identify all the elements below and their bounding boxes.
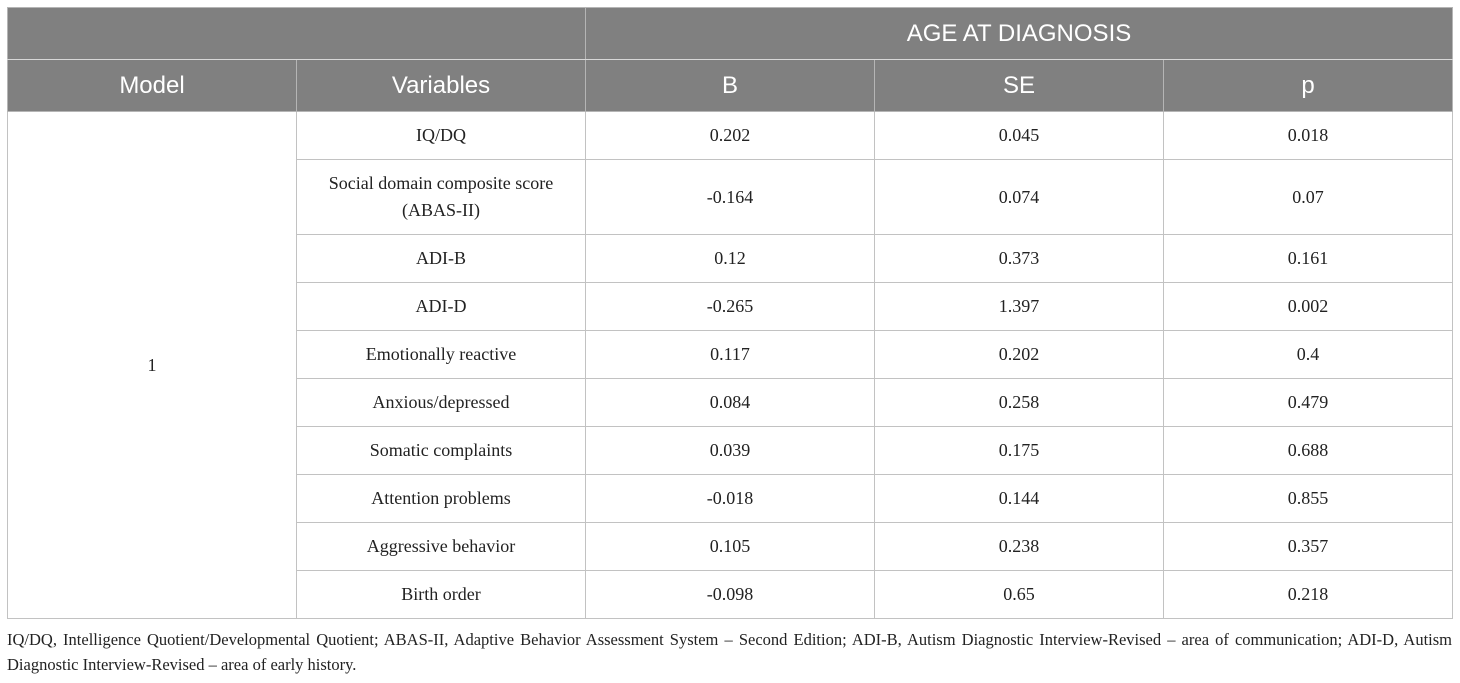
p-cell: 0.161 <box>1164 235 1453 283</box>
se-cell: 0.202 <box>875 331 1164 379</box>
header-row-columns <box>8 60 1453 112</box>
b-cell: 0.12 <box>586 235 875 283</box>
b-cell: 0.202 <box>586 112 875 160</box>
p-cell: 0.002 <box>1164 283 1453 331</box>
se-cell: 0.258 <box>875 379 1164 427</box>
b-cell: -0.265 <box>586 283 875 331</box>
p-cell: 0.018 <box>1164 112 1453 160</box>
b-cell: 0.105 <box>586 523 875 571</box>
b-cell: 0.084 <box>586 379 875 427</box>
variable-cell: Aggressive behavior <box>297 523 586 571</box>
group-header-age-at-diagnosis: AGE AT DIAGNOSIS <box>586 8 1453 60</box>
variable-cell: ADI-B <box>297 235 586 283</box>
column-header-variables: Variables <box>297 60 586 112</box>
regression-table-container <box>7 7 1452 619</box>
p-cell: 0.07 <box>1164 160 1453 235</box>
se-cell: 1.397 <box>875 283 1164 331</box>
variable-cell: Anxious/depressed <box>297 379 586 427</box>
column-header-se: SE <box>875 60 1164 112</box>
b-cell: 0.117 <box>586 331 875 379</box>
se-cell: 0.238 <box>875 523 1164 571</box>
column-header-model: Model <box>8 60 297 112</box>
variable-cell: Emotionally reactive <box>297 331 586 379</box>
p-cell: 0.688 <box>1164 427 1453 475</box>
p-cell: 0.4 <box>1164 331 1453 379</box>
p-cell: 0.357 <box>1164 523 1453 571</box>
b-cell: 0.039 <box>586 427 875 475</box>
variable-cell: ADI-D <box>297 283 586 331</box>
variable-cell: Birth order <box>297 571 586 619</box>
header-row-group <box>8 8 1453 60</box>
column-header-p: p <box>1164 60 1453 112</box>
table-row <box>8 112 1453 160</box>
b-cell: -0.018 <box>586 475 875 523</box>
variable-cell: Somatic complaints <box>297 427 586 475</box>
regression-table <box>7 7 1453 619</box>
se-cell: 0.65 <box>875 571 1164 619</box>
variable-cell: IQ/DQ <box>297 112 586 160</box>
b-cell: -0.098 <box>586 571 875 619</box>
p-cell: 0.218 <box>1164 571 1453 619</box>
se-cell: 0.144 <box>875 475 1164 523</box>
b-cell: -0.164 <box>586 160 875 235</box>
table-footnote: IQ/DQ, Intelligence Quotient/Developmental Quotient; ABAS-II, Adaptive Behavior Assessment System – Second Edition; ADI-B, Autism Diagnostic Interview-Revised – area of communication; ADI-D, Autism Diagnostic Interview-Revised – area of early history. <box>7 630 1452 674</box>
variable-cell: Social domain composite score (ABAS-II) <box>297 160 586 235</box>
model-cell: 1 <box>8 112 297 619</box>
p-cell: 0.855 <box>1164 475 1453 523</box>
table-body <box>8 112 1453 619</box>
se-cell: 0.074 <box>875 160 1164 235</box>
se-cell: 0.373 <box>875 235 1164 283</box>
table-header <box>8 8 1453 112</box>
p-cell: 0.479 <box>1164 379 1453 427</box>
header-blank-cell <box>8 8 586 60</box>
column-header-b: B <box>586 60 875 112</box>
variable-cell: Attention problems <box>297 475 586 523</box>
se-cell: 0.175 <box>875 427 1164 475</box>
se-cell: 0.045 <box>875 112 1164 160</box>
